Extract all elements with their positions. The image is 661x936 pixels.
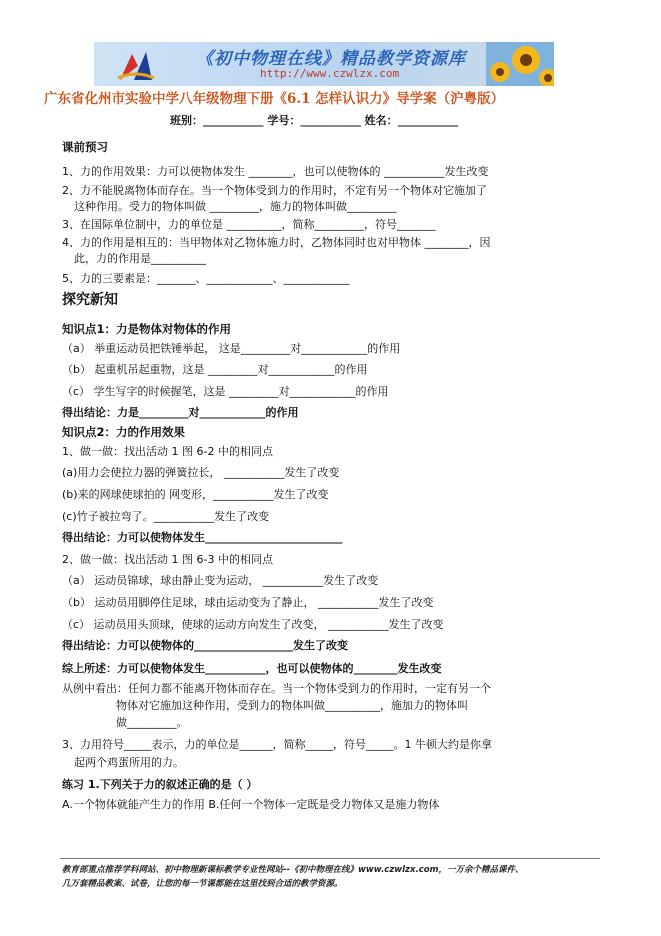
summary-line: 综上所述：力可以使物体发生___________，也可以使物体的________发生改变: [62, 662, 442, 675]
banner-url[interactable]: http://www.czwlzx.com: [260, 67, 400, 80]
example-line-3: 做_________。: [116, 716, 188, 729]
example-line-2: 物体对它施加这种作用，受到力的物体叫做__________，施加力的物体叫: [116, 699, 468, 712]
sunflower-icon: [486, 42, 554, 86]
k2-conclusion-1: 得出结论：力可以使物体发生_________________________: [62, 531, 343, 544]
footer-line-2: 几万套精品教案、试卷，让您的每一节课都能在这里找到合适的教学资源。: [62, 879, 343, 889]
explore-heading: 探究新知: [62, 292, 118, 308]
student-info-line: 班别：___________ 学号：___________ 姓名：___________: [170, 114, 459, 127]
k1-conclusion: 得出结论：力是_________对____________的作用: [62, 406, 299, 419]
k1-item-b: （b） 起重机吊起重物，这是 _________对____________的作用: [62, 363, 368, 376]
symbol-line-2: 起两个鸡蛋所用的力。: [74, 756, 184, 769]
k2-conclusion-2: 得出结论：力可以使物体的__________________发生了改变: [62, 639, 348, 652]
k2-act1-item-a: (a)用力会使拉力器的弹簧拉长， ___________发生了改变: [62, 466, 340, 479]
k2-act2-item-c: （c） 运动员用头顶球，使球的运动方向发生了改变， ___________发生了改变: [62, 618, 444, 631]
symbol-line-1: 3、力用符号_____表示，力的单位是______，简称_____，符号_____。1 牛顿大约是你拿: [62, 738, 492, 751]
preview-line-2: 2、力不能脱离物体而存在。当一个物体受到力的作用时，不定有另一个物体对它施加了: [62, 184, 487, 197]
k2-act1-item-b: (b)来的网球使球拍的 网变形，___________发生了改变: [62, 488, 329, 501]
footer-line-1: 教育部重点推荐学科网站、初中物理新课标教学专业性网站--《初中物理在线》www.czwlzx.com，一万余个精品课件、: [62, 865, 524, 875]
k2-act1-item-c: (c)竹子被拉弯了。___________发生了改变: [62, 510, 270, 523]
banner: [94, 42, 554, 86]
practice-options: A.一个物体就能产生力的作用 B.任何一个物体一定既是受力物体又是施力物体: [62, 798, 440, 811]
k2-act2-item-a: （a） 运动员锦球，球由静止变为运动， ___________发生了改变: [62, 574, 379, 587]
preview-line-3: 这种作用。受力的物体叫做 _________，施力的物体叫做_________: [74, 200, 397, 213]
k2-act2-item-b: （b） 运动员用脚停住足球，球由运动变为了静止， ___________发生了改变: [62, 596, 434, 609]
k1-item-a: （a） 举重运动员把铁锤举起， 这是_________对____________的作用: [62, 342, 401, 355]
site-logo-icon: [116, 48, 156, 82]
preview-line-5: 4、力的作用是相互的：当甲物体对乙物体施力时，乙物体同时也对甲物体 ________，因: [62, 236, 491, 249]
example-line-1: 从例中看出：任何力都不能离开物体而存在。当一个物体受到力的作用时，一定有另一个: [62, 682, 491, 695]
preview-line-4: 3、在国际单位制中，力的单位是 __________，简称_________，符号_______: [62, 218, 436, 231]
practice-question-1: 练习 1.下列关于力的叙述正确的是（ ）: [62, 778, 258, 791]
preview-line-6: 此，力的作用是__________: [74, 252, 206, 265]
k2-activity-2: 2、做一做：找出活动 1 图 6-3 中的相同点: [62, 553, 273, 566]
knowledge-point-1-title: 知识点1：力是物体对物体的作用: [62, 322, 231, 336]
document-title: 广东省化州市实验中学八年级物理下册《6.1 怎样认识力》导学案（沪粤版）: [44, 91, 505, 107]
preview-line-1: 1、力的作用效果：力可以使物体发生 ________，也可以使物体的 ___________发生改变: [62, 165, 489, 178]
k2-activity-1: 1、做一做：找出活动 1 图 6-2 中的相同点: [62, 445, 273, 458]
footer-divider: [60, 858, 600, 859]
knowledge-point-2-title: 知识点2：力的作用效果: [62, 425, 186, 439]
preview-line-7: 5、力的三要素是：_______、____________、____________: [62, 272, 350, 285]
k1-item-c: （c） 学生写字的时候握笔，这是 _________对____________的作用: [62, 385, 389, 398]
banner-title: 《初中物理在线》精品教学资源库: [196, 49, 466, 69]
preview-heading: 课前预习: [62, 140, 108, 154]
